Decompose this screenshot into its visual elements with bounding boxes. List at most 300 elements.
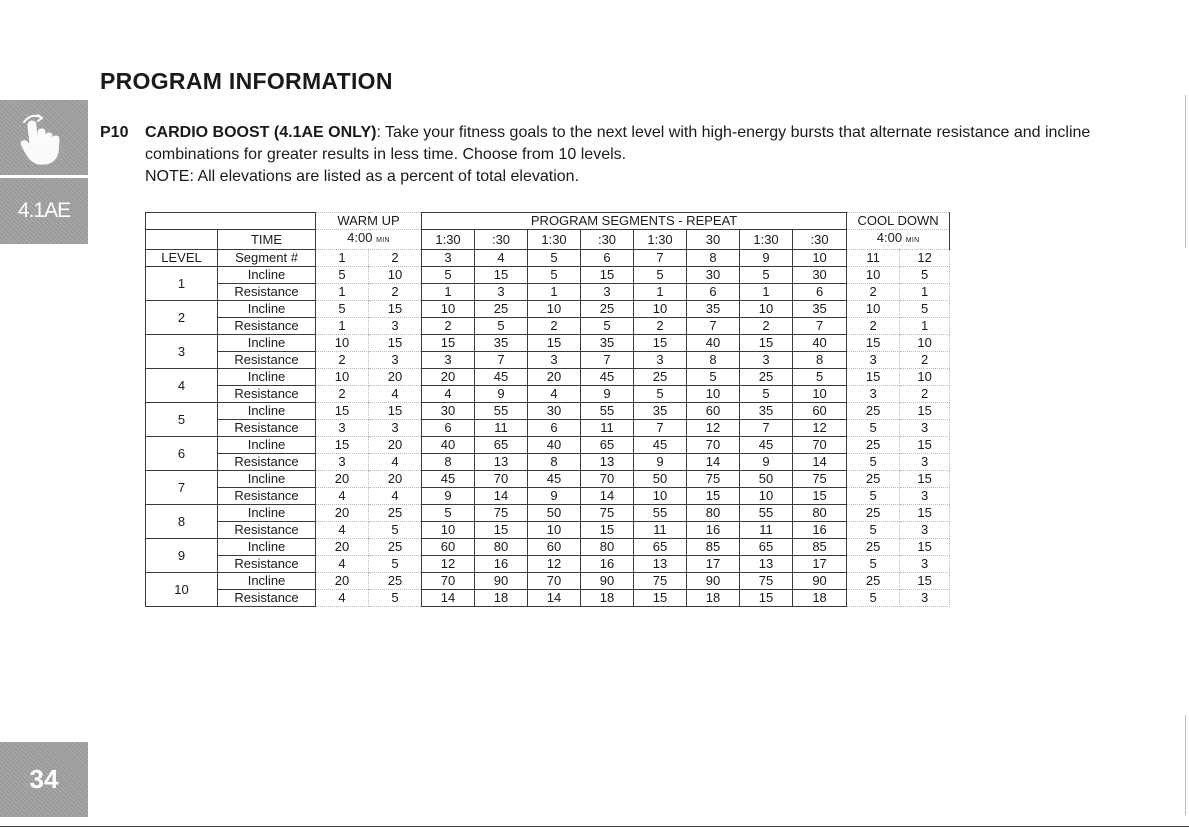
value-cell: 90 [687,573,740,590]
value-cell: 3 [422,352,475,369]
value-cell: 16 [793,522,847,539]
segment-number-cell: 9 [740,250,793,267]
value-cell: 4 [316,556,369,573]
value-cell: 65 [634,539,687,556]
value-cell: 10 [634,488,687,505]
value-cell: 5 [847,556,900,573]
value-cell: 17 [687,556,740,573]
value-cell: 14 [793,454,847,471]
value-cell: 9 [528,488,581,505]
value-cell: 5 [740,267,793,284]
level-9-resistance-row [146,556,950,573]
value-cell: 20 [369,437,422,454]
value-cell: 80 [475,539,528,556]
value-cell: 2 [900,386,950,403]
value-cell: 25 [847,573,900,590]
value-cell: 12 [528,556,581,573]
bottom-rule [0,826,1189,827]
value-cell: 7 [687,318,740,335]
value-cell: 16 [581,556,634,573]
value-cell: 9 [740,454,793,471]
model-label: 4.1AE [17,199,71,222]
level-8-resistance-row [146,522,950,539]
value-cell: 3 [847,386,900,403]
value-cell: 3 [900,522,950,539]
value-cell: 70 [422,573,475,590]
value-cell: 30 [687,267,740,284]
value-cell: 13 [634,556,687,573]
row-label-cell: Resistance [218,420,316,437]
value-cell: 5 [528,267,581,284]
value-cell: 30 [793,267,847,284]
value-cell: 60 [528,539,581,556]
segment-number-cell: 10 [793,250,847,267]
level-2-resistance-row [146,318,950,335]
level-3-incline-row [146,335,950,352]
value-cell: 4 [369,454,422,471]
value-cell: 1 [634,284,687,301]
segment-time-cell: 1:30 [740,230,793,250]
cooldown-min-label: MIN [905,237,920,244]
value-cell: 2 [316,352,369,369]
value-cell: 10 [740,301,793,318]
value-cell: 3 [316,454,369,471]
level-number-cell: 3 [146,335,218,369]
value-cell: 55 [581,403,634,420]
segment-number-cell: 2 [369,250,422,267]
page-number: 34 [29,764,59,794]
segment-label: Segment # [218,250,316,267]
value-cell: 35 [687,301,740,318]
segment-number-row [146,250,950,267]
value-cell: 30 [528,403,581,420]
program-intro [100,122,1115,188]
value-cell: 35 [634,403,687,420]
value-cell: 25 [847,539,900,556]
segment-number-cell: 7 [634,250,687,267]
level-1-resistance-row [146,284,950,301]
value-cell: 9 [475,386,528,403]
value-cell: 10 [316,369,369,386]
value-cell: 20 [422,369,475,386]
value-cell: 55 [634,505,687,522]
value-cell: 3 [900,420,950,437]
value-cell: 75 [581,505,634,522]
level-8-incline-row [146,505,950,522]
value-cell: 2 [528,318,581,335]
value-cell: 3 [847,352,900,369]
value-cell: 80 [687,505,740,522]
value-cell: 10 [316,335,369,352]
value-cell: 3 [369,420,422,437]
value-cell: 25 [369,539,422,556]
value-cell: 18 [475,590,528,607]
segment-number-cell: 8 [687,250,740,267]
value-cell: 3 [581,284,634,301]
value-cell: 5 [847,488,900,505]
level-number-cell: 1 [146,267,218,301]
value-cell: 70 [528,573,581,590]
level-2-incline-row [146,301,950,318]
level-number-cell: 7 [146,471,218,505]
value-cell: 45 [634,437,687,454]
section-blank-cell [146,213,316,230]
value-cell: 3 [900,488,950,505]
value-cell: 3 [528,352,581,369]
value-cell: 1 [528,284,581,301]
value-cell: 14 [528,590,581,607]
value-cell: 5 [847,522,900,539]
value-cell: 5 [369,590,422,607]
value-cell: 35 [793,301,847,318]
value-cell: 14 [581,488,634,505]
edge-mark [1185,715,1186,815]
value-cell: 4 [369,386,422,403]
value-cell: 15 [900,437,950,454]
warmup-time-value: 4:00 [347,230,373,245]
value-cell: 13 [740,556,793,573]
value-cell: 60 [422,539,475,556]
value-cell: 3 [475,284,528,301]
value-cell: 1 [316,284,369,301]
program-note: NOTE: All elevations are listed as a percent of total elevation. [145,168,580,185]
value-cell: 40 [793,335,847,352]
value-cell: 7 [740,420,793,437]
value-cell: 1 [316,318,369,335]
value-cell: 35 [581,335,634,352]
value-cell: 8 [687,352,740,369]
value-cell: 5 [475,318,528,335]
page-title: PROGRAM INFORMATION [100,68,393,94]
value-cell: 25 [740,369,793,386]
value-cell: 15 [847,335,900,352]
edge-mark [1185,178,1186,248]
row-label-cell: Resistance [218,590,316,607]
value-cell: 55 [475,403,528,420]
cooldown-header: COOL DOWN [847,213,950,230]
value-cell: 75 [687,471,740,488]
value-cell: 8 [422,454,475,471]
value-cell: 4 [369,488,422,505]
value-cell: 3 [900,454,950,471]
value-cell: 25 [634,369,687,386]
value-cell: 25 [847,437,900,454]
value-cell: 3 [316,420,369,437]
segment-number-cell: 11 [847,250,900,267]
section-row [146,213,950,230]
row-label-cell: Incline [218,505,316,522]
segment-number-cell: 12 [900,250,950,267]
value-cell: 5 [687,369,740,386]
row-label-cell: Resistance [218,352,316,369]
value-cell: 25 [847,471,900,488]
segment-time-cell: 1:30 [528,230,581,250]
level-1-incline-row [146,267,950,284]
program-description: Take your fitness goals to the next level with high-energy bursts that alternate resistance and incline combinations for greater results in less time. Choose from 10 levels. [145,124,1091,163]
value-cell: 75 [793,471,847,488]
row-label-cell: Resistance [218,556,316,573]
value-cell: 3 [369,318,422,335]
value-cell: 5 [316,267,369,284]
level-6-incline-row [146,437,950,454]
segment-time-cell: 1:30 [634,230,687,250]
value-cell: 60 [793,403,847,420]
segment-number-cell: 4 [475,250,528,267]
value-cell: 45 [475,369,528,386]
value-cell: 9 [581,386,634,403]
value-cell: 75 [475,505,528,522]
value-cell: 8 [528,454,581,471]
hand-pointer-tab [0,100,88,175]
value-cell: 5 [634,386,687,403]
value-cell: 2 [422,318,475,335]
value-cell: 4 [528,386,581,403]
value-cell: 14 [422,590,475,607]
value-cell: 5 [581,318,634,335]
value-cell: 10 [687,386,740,403]
segment-number-cell: 5 [528,250,581,267]
value-cell: 5 [847,420,900,437]
value-cell: 4 [316,590,369,607]
value-cell: 2 [740,318,793,335]
value-cell: 15 [581,522,634,539]
value-cell: 10 [847,267,900,284]
value-cell: 1 [422,284,475,301]
value-cell: 4 [316,488,369,505]
segment-time-cell: :30 [475,230,528,250]
segment-number-cell: 3 [422,250,475,267]
value-cell: 20 [316,471,369,488]
level-number-cell: 6 [146,437,218,471]
value-cell: 45 [422,471,475,488]
level-number-cell: 9 [146,539,218,573]
value-cell: 10 [528,522,581,539]
value-cell: 15 [316,403,369,420]
value-cell: 1 [740,284,793,301]
level-6-resistance-row [146,454,950,471]
cooldown-time-value: 4:00 [876,230,903,245]
row-label-cell: Incline [218,403,316,420]
value-cell: 15 [740,590,793,607]
value-cell: 45 [740,437,793,454]
segment-time-cell: :30 [793,230,847,250]
row-label-cell: Resistance [218,488,316,505]
value-cell: 20 [316,539,369,556]
value-cell: 6 [528,420,581,437]
value-cell: 70 [475,471,528,488]
value-cell: 1 [900,284,950,301]
value-cell: 2 [847,318,900,335]
value-cell: 9 [634,454,687,471]
value-cell: 50 [634,471,687,488]
level-number-cell: 5 [146,403,218,437]
value-cell: 15 [475,522,528,539]
value-cell: 18 [793,590,847,607]
value-cell: 5 [793,369,847,386]
value-cell: 20 [316,573,369,590]
value-cell: 11 [634,522,687,539]
value-cell: 6 [793,284,847,301]
warmup-min-label: MIN [376,237,390,244]
model-tab [0,178,88,244]
row-label-cell: Incline [218,539,316,556]
value-cell: 16 [475,556,528,573]
value-cell: 70 [793,437,847,454]
value-cell: 16 [687,522,740,539]
row-label-cell: Incline [218,471,316,488]
value-cell: 15 [581,267,634,284]
value-cell: 10 [900,369,950,386]
value-cell: 11 [740,522,793,539]
value-cell: 85 [793,539,847,556]
value-cell: 3 [900,590,950,607]
value-cell: 14 [687,454,740,471]
value-cell: 3 [900,556,950,573]
value-cell: 3 [634,352,687,369]
value-cell: 4 [316,522,369,539]
program-name: CARDIO BOOST (4.1AE ONLY) [145,124,377,141]
value-cell: 70 [687,437,740,454]
row-label-cell: Resistance [218,454,316,471]
value-cell: 2 [369,284,422,301]
level-number-cell: 8 [146,505,218,539]
value-cell: 20 [528,369,581,386]
value-cell: 11 [581,420,634,437]
value-cell: 70 [581,471,634,488]
value-cell: 15 [900,471,950,488]
program-segments-header: PROGRAM SEGMENTS - REPEAT [422,213,847,230]
cooldown-time [847,230,950,250]
value-cell: 30 [422,403,475,420]
value-cell: 20 [316,505,369,522]
value-cell: 90 [581,573,634,590]
value-cell: 15 [369,403,422,420]
value-cell: 15 [900,573,950,590]
value-cell: 80 [581,539,634,556]
program-table [145,212,950,607]
value-cell: 15 [793,488,847,505]
level-number-cell: 4 [146,369,218,403]
value-cell: 3 [740,352,793,369]
row-label-cell: Resistance [218,386,316,403]
segment-time-cell: 30 [687,230,740,250]
value-cell: 5 [900,267,950,284]
value-cell: 5 [422,267,475,284]
value-cell: 25 [369,573,422,590]
value-cell: 25 [847,403,900,420]
table-body [146,213,950,607]
value-cell: 6 [687,284,740,301]
value-cell: 10 [528,301,581,318]
warmup-time [316,230,422,250]
value-cell: 90 [475,573,528,590]
value-cell: 15 [847,369,900,386]
hand-pointer-icon [0,100,88,175]
value-cell: 15 [475,267,528,284]
level-10-resistance-row [146,590,950,607]
value-cell: 3 [369,352,422,369]
warmup-header: WARM UP [316,213,422,230]
value-cell: 12 [422,556,475,573]
level-4-incline-row [146,369,950,386]
value-cell: 2 [634,318,687,335]
value-cell: 7 [581,352,634,369]
value-cell: 10 [369,267,422,284]
value-cell: 4 [422,386,475,403]
value-cell: 15 [528,335,581,352]
value-cell: 60 [687,403,740,420]
value-cell: 5 [847,454,900,471]
time-row [146,230,950,250]
value-cell: 5 [369,556,422,573]
value-cell: 15 [634,335,687,352]
value-cell: 40 [528,437,581,454]
level-label: LEVEL [146,250,218,267]
program-id: P10 [100,124,129,141]
value-cell: 12 [687,420,740,437]
level-10-incline-row [146,573,950,590]
value-cell: 5 [740,386,793,403]
value-cell: 7 [634,420,687,437]
time-blank-cell [146,230,218,250]
value-cell: 18 [581,590,634,607]
value-cell: 5 [369,522,422,539]
value-cell: 75 [740,573,793,590]
value-cell: 13 [581,454,634,471]
value-cell: 10 [422,522,475,539]
value-cell: 25 [369,505,422,522]
value-cell: 10 [422,301,475,318]
value-cell: 7 [793,318,847,335]
value-cell: 7 [475,352,528,369]
value-cell: 13 [475,454,528,471]
level-5-incline-row [146,403,950,420]
row-label-cell: Incline [218,573,316,590]
segment-time-cell: 1:30 [422,230,475,250]
value-cell: 80 [793,505,847,522]
segment-number-cell: 6 [581,250,634,267]
level-9-incline-row [146,539,950,556]
value-cell: 5 [900,301,950,318]
value-cell: 14 [475,488,528,505]
value-cell: 10 [740,488,793,505]
level-number-cell: 10 [146,573,218,607]
value-cell: 65 [581,437,634,454]
level-7-resistance-row [146,488,950,505]
value-cell: 50 [528,505,581,522]
program-colon: : [376,124,381,141]
time-label: TIME [218,230,316,250]
value-cell: 45 [581,369,634,386]
value-cell: 15 [740,335,793,352]
value-cell: 5 [847,590,900,607]
value-cell: 25 [475,301,528,318]
row-label-cell: Incline [218,335,316,352]
value-cell: 45 [528,471,581,488]
value-cell: 25 [847,505,900,522]
value-cell: 6 [422,420,475,437]
level-number-cell: 2 [146,301,218,335]
value-cell: 12 [793,420,847,437]
value-cell: 10 [634,301,687,318]
row-label-cell: Resistance [218,284,316,301]
value-cell: 15 [687,488,740,505]
value-cell: 40 [687,335,740,352]
value-cell: 18 [687,590,740,607]
value-cell: 55 [740,505,793,522]
value-cell: 50 [740,471,793,488]
level-7-incline-row [146,471,950,488]
